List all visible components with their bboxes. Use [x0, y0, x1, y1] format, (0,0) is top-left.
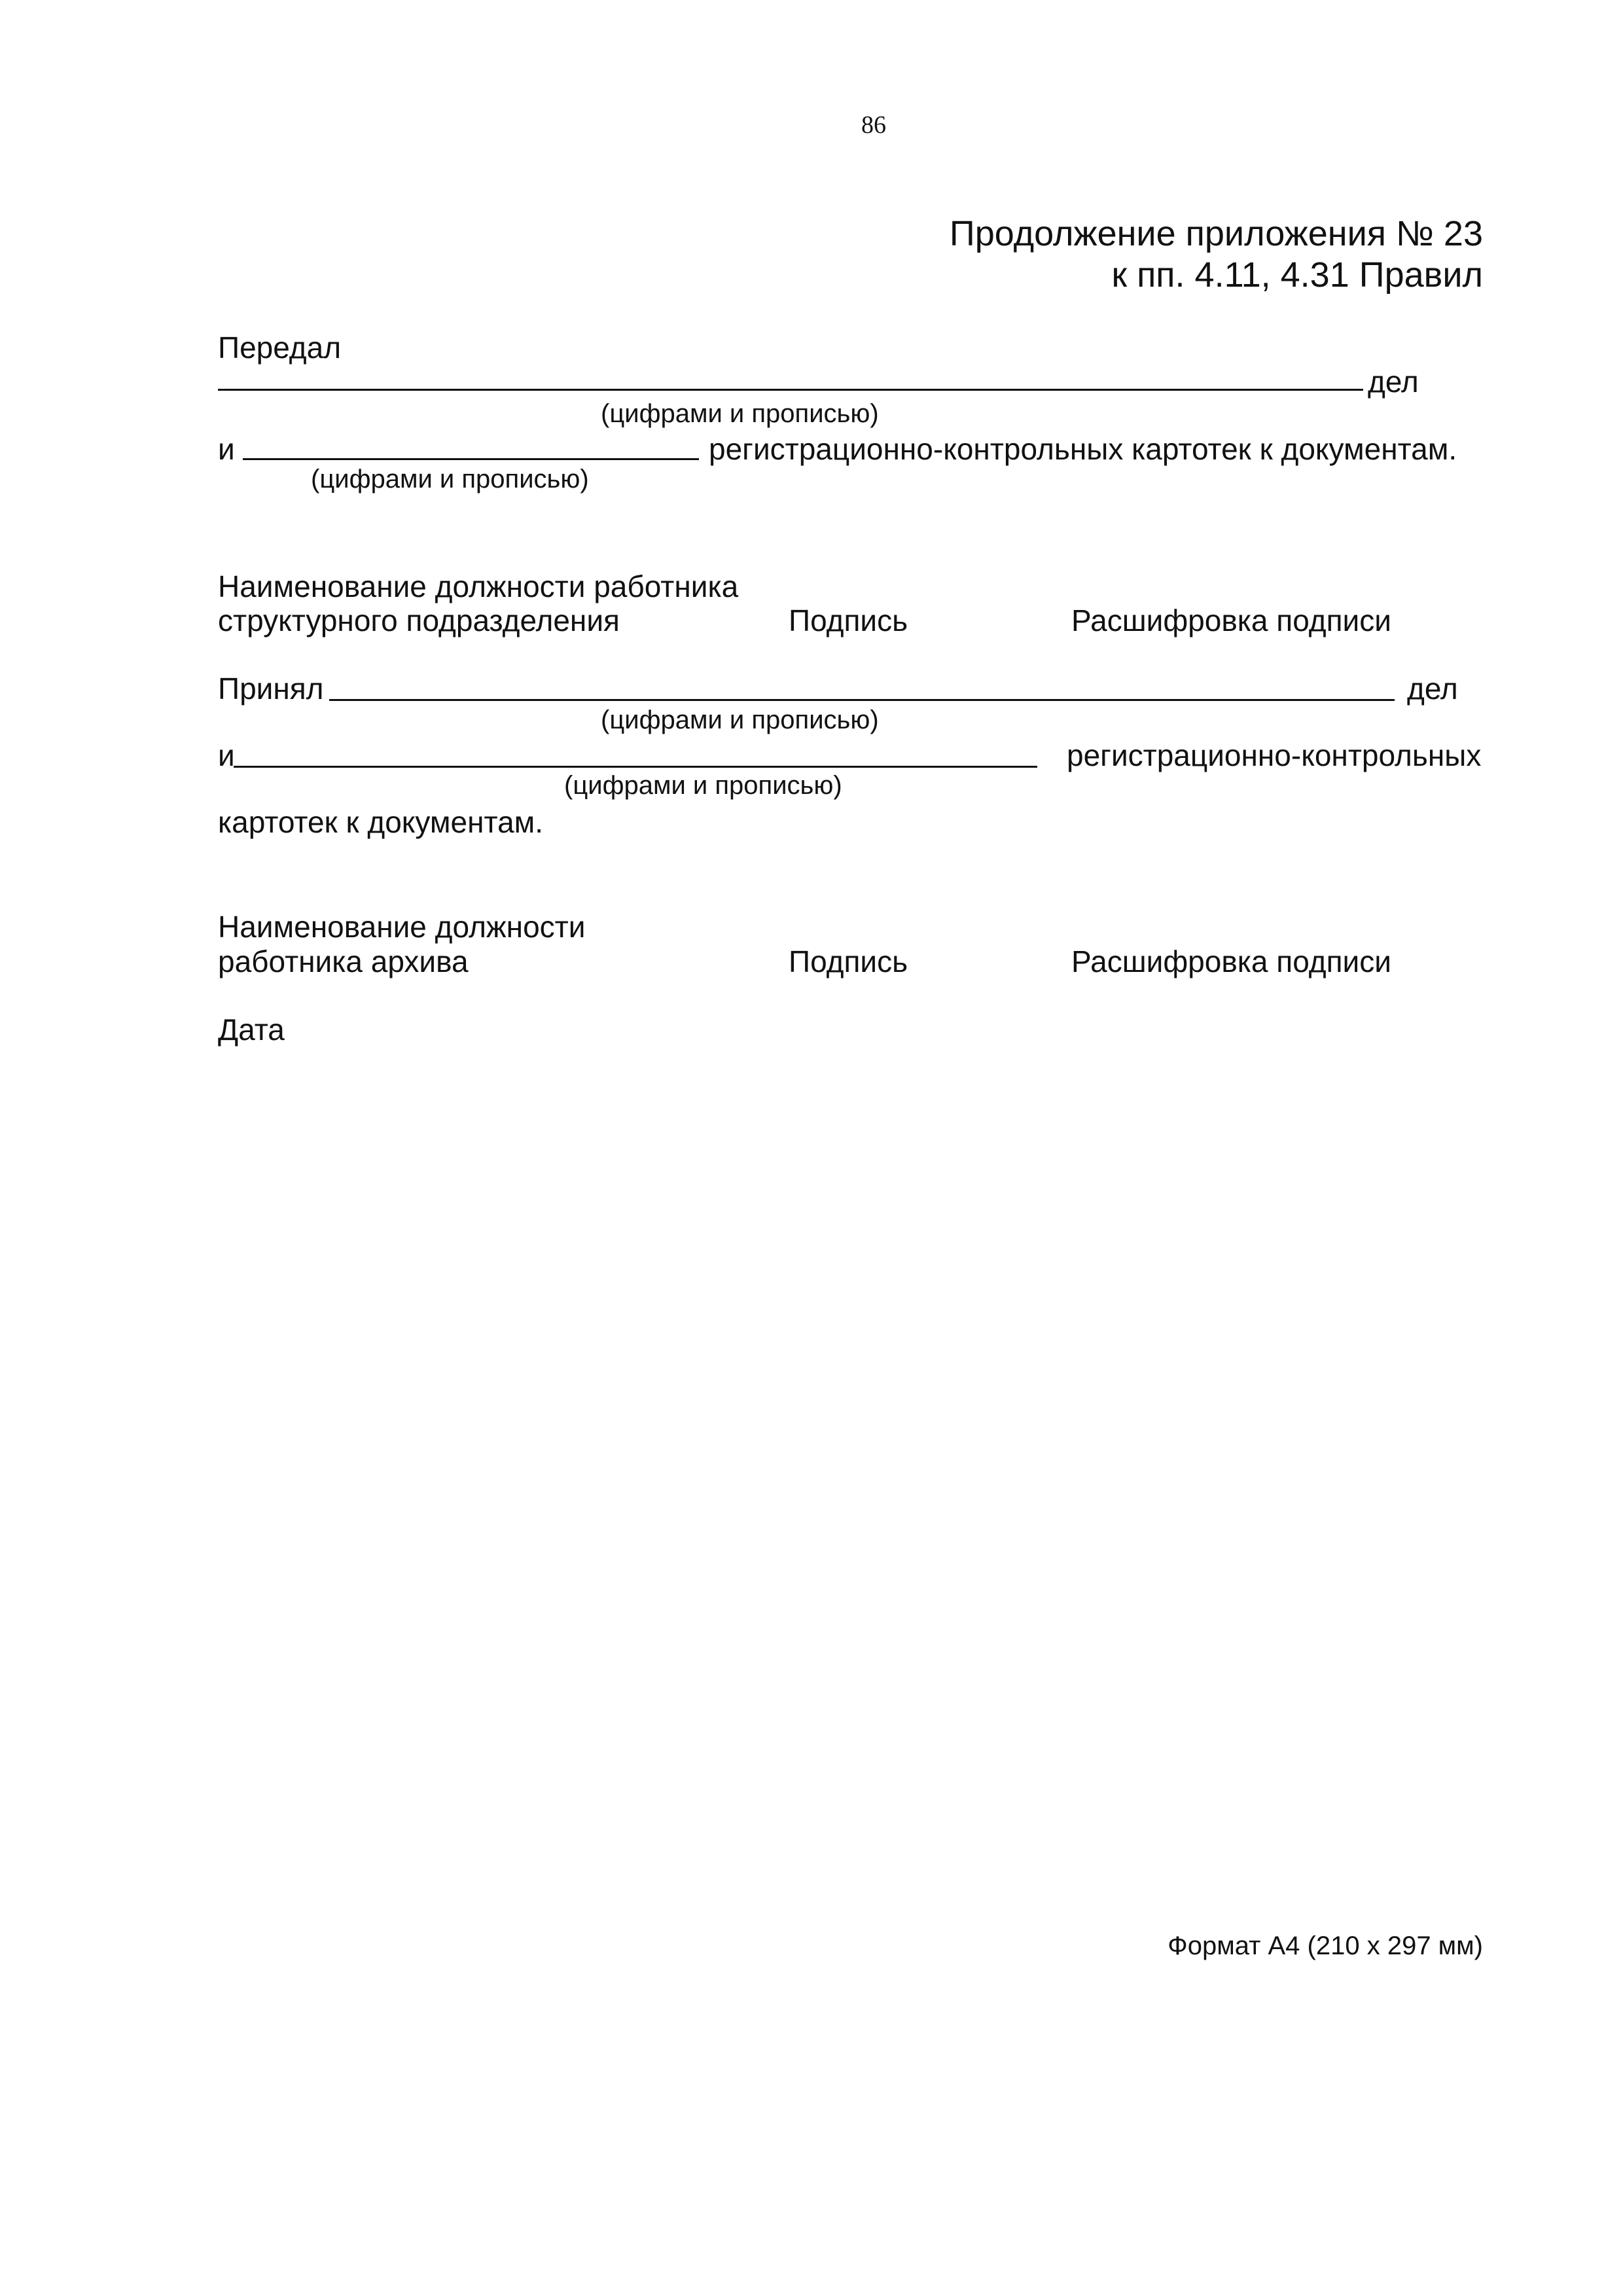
date-label: Дата: [218, 1013, 285, 1047]
transferred-cases-suffix: дел: [1368, 365, 1419, 399]
accepted-cards-text-continued: картотек к документам.: [218, 805, 544, 839]
transferred-cases-line[interactable]: [218, 389, 1363, 391]
accepted-cases-hint: (цифрами и прописью): [601, 706, 879, 734]
archive-position-line1: Наименование должности: [218, 910, 586, 944]
accepted-label: Принял: [218, 672, 324, 706]
archive-position-line2: работника архива: [218, 944, 469, 978]
transferred-cards-line[interactable]: [243, 458, 699, 460]
signature-label: Подпись: [789, 603, 908, 637]
accepted-cases-suffix: дел: [1407, 672, 1458, 706]
transferred-and-prefix: и: [218, 432, 235, 466]
page-number: 86: [861, 111, 886, 139]
rules-reference: к пп. 4.11, 4.31 Правил: [1111, 255, 1483, 295]
archive-signature-label: Подпись: [789, 944, 908, 978]
format-note: Формат А4 (210 x 297 мм): [1168, 1931, 1483, 1960]
accepted-and-prefix: и: [218, 738, 235, 772]
signature-decoding-label: Расшифровка подписи: [1071, 603, 1391, 637]
accepted-cases-line[interactable]: [329, 699, 1395, 701]
position-title-line1: Наименование должности работника: [218, 569, 739, 603]
transferred-cards-hint: (цифрами и прописью): [311, 465, 589, 493]
accepted-cards-text: регистрационно-контрольных: [1067, 738, 1482, 772]
archive-signature-decoding-label: Расшифровка подписи: [1071, 944, 1391, 978]
position-title-line2: структурного подразделения: [218, 603, 620, 637]
transferred-label: Передал: [218, 331, 342, 365]
accepted-cards-line[interactable]: [234, 766, 1037, 768]
transferred-cards-text: регистрационно-контрольных картотек к документам.: [709, 432, 1457, 466]
appendix-heading: Продолжение приложения № 23: [949, 214, 1483, 253]
accepted-cards-hint: (цифрами и прописью): [564, 771, 842, 800]
transferred-cases-hint: (цифрами и прописью): [601, 399, 879, 428]
